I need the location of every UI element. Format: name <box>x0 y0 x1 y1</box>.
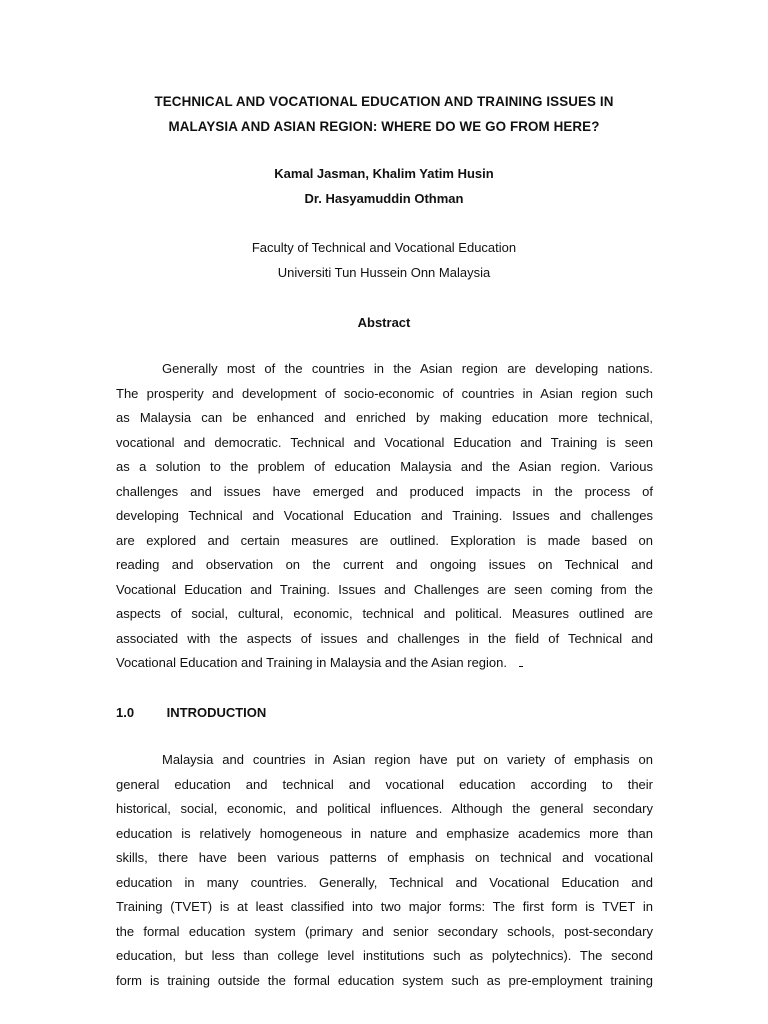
abstract-line: developing Technical and Vocational Education and Training. Issues and challenges <box>116 508 653 523</box>
affiliation <box>110 235 658 285</box>
introduction-line: the formal education system (primary and senior secondary schools, post-secondary <box>116 923 653 939</box>
author-line-2: Dr. Hasyamuddin Othman <box>304 191 464 206</box>
introduction-line: Training (TVET) is at least classified into two major forms: The first form is TVET in <box>116 899 653 914</box>
introduction-line: skills, there have been various patterns of emphasis on technical and vocational <box>116 850 653 865</box>
author-list <box>110 161 658 211</box>
introduction-line: general education and technical and vocational education according to their <box>116 776 653 792</box>
introduction-line: education, but less than college level institutions such as polytechnics). The second <box>116 948 653 963</box>
abstract-line: Vocational Education and Training in Malaysia and the Asian region. <box>116 655 507 670</box>
section-heading-introduction <box>116 700 266 725</box>
abstract-line: vocational and democratic. Technical and Vocational Education and Training is seen <box>116 434 653 450</box>
introduction-line: form is training outside the formal education system such as pre-employment training <box>116 972 653 988</box>
abstract-line: are explored and certain measures are outlined. Exploration is made based on <box>116 532 653 548</box>
abstract-body <box>116 357 653 676</box>
abstract-line: challenges and issues have emerged and produced impacts in the process of <box>116 483 653 499</box>
introduction-line: Malaysia and countries in Asian region have put on variety of emphasis on <box>162 752 653 767</box>
introduction-body <box>116 748 653 993</box>
abstract-line: associated with the aspects of issues and challenges in the field of Technical and <box>116 630 653 646</box>
abstract-line: Generally most of the countries in the Asian region are developing nations. <box>162 361 653 376</box>
abstract-line: as Malaysia can be enhanced and enriched by making education more technical, <box>116 410 653 425</box>
abstract-line: as a solution to the problem of education Malaysia and the Asian region. Various <box>116 459 653 474</box>
section-number: 1.0 <box>116 705 135 720</box>
author-line-1: Kamal Jasman, Khalim Yatim Husin <box>274 166 494 181</box>
abstract-last-line-wrap <box>116 651 653 676</box>
introduction-line: education in many countries. Generally, Technical and Vocational Education and <box>116 874 653 890</box>
affiliation-line-2: Universiti Tun Hussein Onn Malaysia <box>277 265 491 280</box>
introduction-line: education is relatively homogeneous in nature and emphasize academics more than <box>116 825 653 841</box>
abstract-heading: Abstract <box>357 315 411 330</box>
abstract-line: The prosperity and development of socio-economic of countries in Asian region such <box>116 385 653 401</box>
abstract-line: reading and observation on the current and ongoing issues on Technical and <box>116 557 653 572</box>
introduction-line: historical, social, economic, and political influences. Although the general secondary <box>116 801 653 816</box>
abstract-line: Vocational Education and Training. Issues and Challenges are seen coming from the <box>116 581 653 597</box>
affiliation-line-1: Faculty of Technical and Vocational Education <box>251 240 517 255</box>
paper-title-line-1: TECHNICAL AND VOCATIONAL EDUCATION AND TRAINING ISSUES IN <box>154 94 614 109</box>
paper-title <box>110 89 658 139</box>
section-title: INTRODUCTION <box>166 705 267 720</box>
text-cursor-mark <box>519 656 523 667</box>
abstract-line: aspects of social, cultural, economic, technical and political. Measures outlined are <box>116 606 653 621</box>
paper-title-line-2: MALAYSIA AND ASIAN REGION: WHERE DO WE GO FROM HERE? <box>168 119 600 134</box>
